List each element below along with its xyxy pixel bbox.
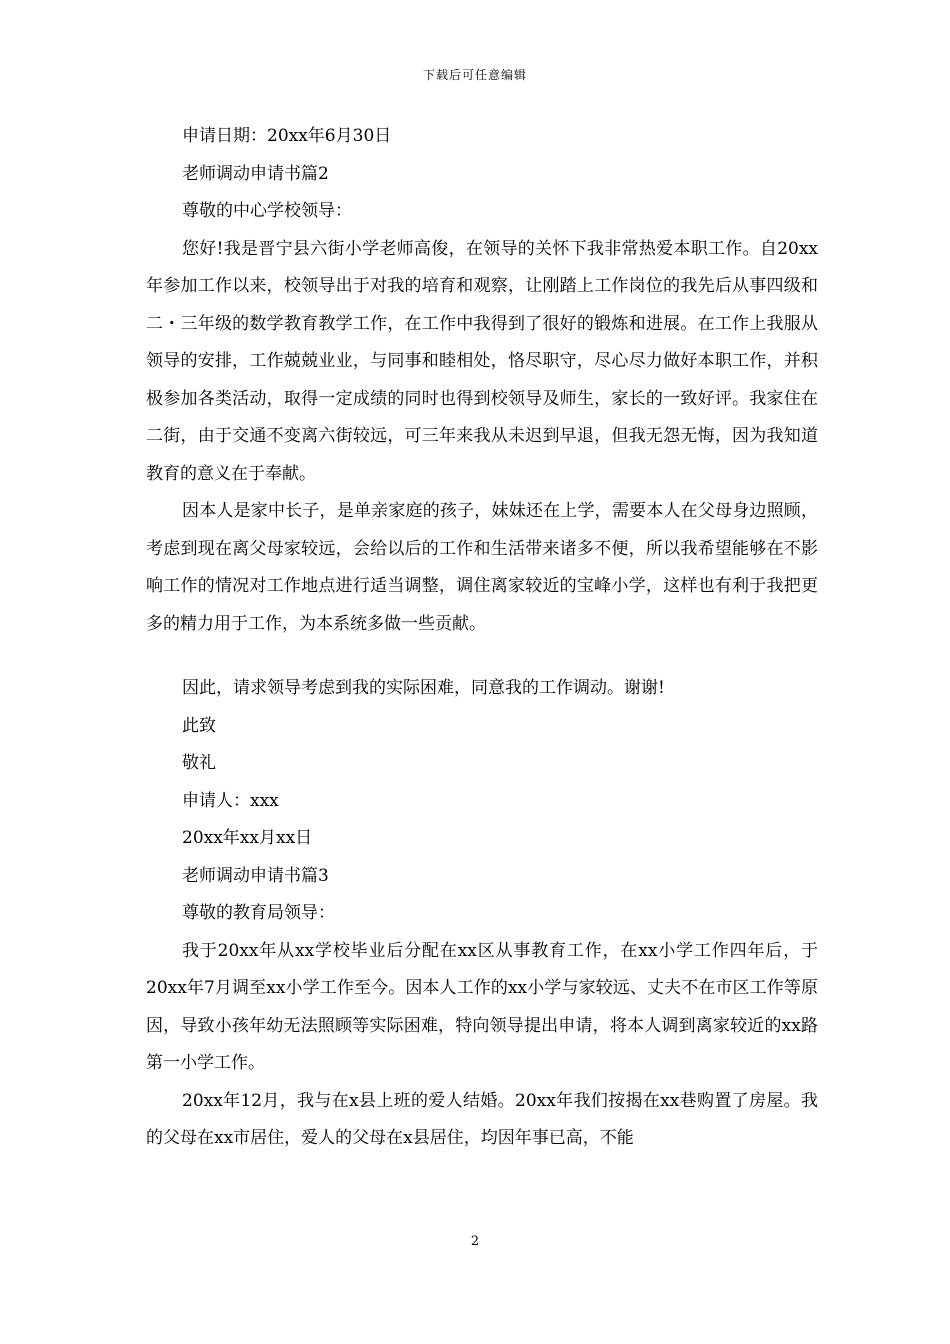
section-title-2: 老师调动申请书篇2 bbox=[182, 163, 329, 184]
body-paragraph: 因本人是家中长子，是单亲家庭的孩子，妹妹还在上学，需要本人在父母身边照顾，考虑到现在离父母家较远，会给以后的工作和生活带来诸多不便，所以我希望能够在不影响工作的情况对工作地点进行适当调整，调住离家较近的宝峰小学，这样也有利于我把更多的精力用于工作，为本系统多做一些贡献。 bbox=[146, 501, 818, 634]
page-header: 下载后可任意编辑 bbox=[422, 68, 527, 82]
application-date: 申请日期：20xx年6月30日 bbox=[182, 126, 392, 146]
applicant-name: 申请人：xxx bbox=[182, 790, 279, 811]
blank-line bbox=[146, 643, 818, 670]
body-paragraph: 我于20xx年从xx学校毕业后分配在xx区从事教育工作，在xx小学工作四年后，于20xx年7月调至xx小学工作至今。因本人工作的xx小学与家较远、丈夫不在市区工作等原因，导致小孩年幼无法照顾等实际困难，特向领导提出申请，将本人调到离家较近的xx路第一小学工作。 bbox=[146, 940, 818, 1073]
salutation: 尊敬的教育局领导： bbox=[182, 903, 335, 923]
signature-date: 20xx年xx月xx日 bbox=[182, 828, 313, 848]
salutation: 尊敬的中心学校领导： bbox=[182, 201, 352, 221]
document-body bbox=[146, 118, 818, 1158]
body-paragraph: 20xx年12月，我与在x县上班的爱人结婚。20xx年我们按揭在xx巷购置了房屋。我的父母在xx市居住，爱人的父母在x县居住，均因年事已高，不能 bbox=[146, 1090, 818, 1148]
body-paragraph: 您好!我是晋宁县六街小学老师高俊，在领导的关怀下我非常热爱本职工作。自20xx年参加工作以来，校领导出于对我的培育和观察，让刚踏上工作岗位的我先后从事四级和二・三年级的数学教育教学工作，在工作中我得到了很好的锻炼和进展。在工作上我服从领导的安排，工作兢兢业业，与同事和睦相处，恪尽职守，尽心尽力做好本职工作，并积极参加各类活动，取得一定成绩的同时也得到校领导及师生，家长的一致好评。我家住在二街，由于交通不变离六街较远，可三年来我从未迟到早退，但我无怨无悔，因为我知道教育的意义在于奉献。 bbox=[146, 238, 818, 484]
closing-salute: 敬礼 bbox=[182, 753, 216, 773]
section-title-3: 老师调动申请书篇3 bbox=[182, 865, 329, 886]
page-number: 2 bbox=[470, 1234, 480, 1249]
closing-request: 因此，请求领导考虑到我的实际困难，同意我的工作调动。谢谢! bbox=[182, 678, 665, 698]
closing-phrase: 此致 bbox=[182, 715, 216, 736]
